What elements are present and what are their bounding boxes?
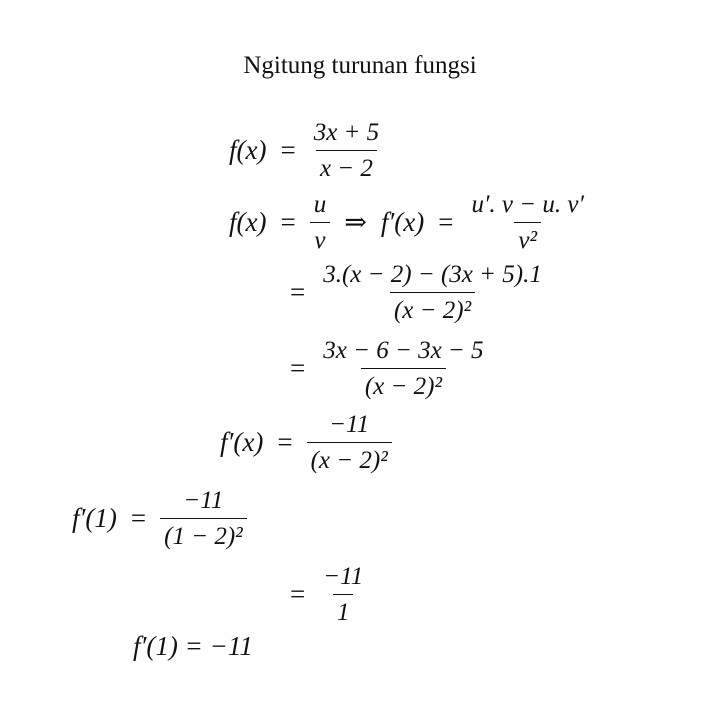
lhs: f′(x): [220, 427, 264, 457]
denominator: (x − 2)²: [361, 368, 446, 399]
numerator: −11: [323, 563, 364, 590]
denominator: x − 2: [316, 150, 377, 181]
numerator: 3.(x − 2) − (3x + 5).1: [323, 261, 542, 288]
final-result: f′(1) = −11: [133, 631, 253, 661]
equals-sign: =: [290, 277, 306, 307]
equals-sign: =: [130, 503, 147, 533]
numerator: 3x − 6 − 3x − 5: [323, 337, 484, 364]
denominator: v: [310, 222, 329, 253]
implies-arrow: ⇒: [344, 207, 367, 237]
numerator: −11: [329, 411, 370, 438]
denominator: (1 − 2)²: [160, 518, 247, 549]
equation-line-5: [220, 412, 392, 473]
lhs: f(x): [229, 207, 267, 237]
fraction: [319, 564, 367, 625]
equals-sign: =: [438, 207, 454, 237]
equation-line-8: [133, 633, 253, 660]
numerator: 3x + 5: [313, 119, 380, 146]
numerator: u′. v − u. v′: [471, 191, 584, 218]
denominator: (x − 2)²: [307, 442, 392, 473]
equals-sign: =: [280, 207, 296, 237]
equation-line-2: [229, 192, 588, 253]
fraction: [310, 120, 383, 181]
fraction: [310, 192, 331, 253]
equation-line-1: [229, 120, 383, 181]
equation-line-7: [290, 564, 367, 625]
denominator: (x − 2)²: [390, 292, 475, 323]
equation-line-6: [72, 488, 247, 549]
numerator: −11: [183, 487, 224, 514]
equals-sign: =: [280, 135, 296, 165]
fraction: [319, 262, 546, 323]
lhs: f(x): [229, 135, 267, 165]
equals-sign: =: [290, 579, 306, 609]
numerator: u: [313, 191, 327, 218]
fraction: [319, 338, 487, 399]
denominator: v²: [514, 222, 541, 253]
lhs: f′(1): [72, 503, 117, 533]
equals-sign: =: [277, 427, 293, 457]
page-title: Ngitung turunan fungsi: [243, 52, 477, 79]
equation-line-4: [290, 338, 488, 399]
derivative-symbol: f′(x): [380, 207, 425, 237]
denominator: 1: [333, 594, 354, 625]
equation-line-3: [290, 262, 546, 323]
fraction: [160, 488, 247, 549]
equals-sign: =: [290, 353, 306, 383]
fraction: [467, 192, 588, 253]
fraction: [307, 412, 392, 473]
